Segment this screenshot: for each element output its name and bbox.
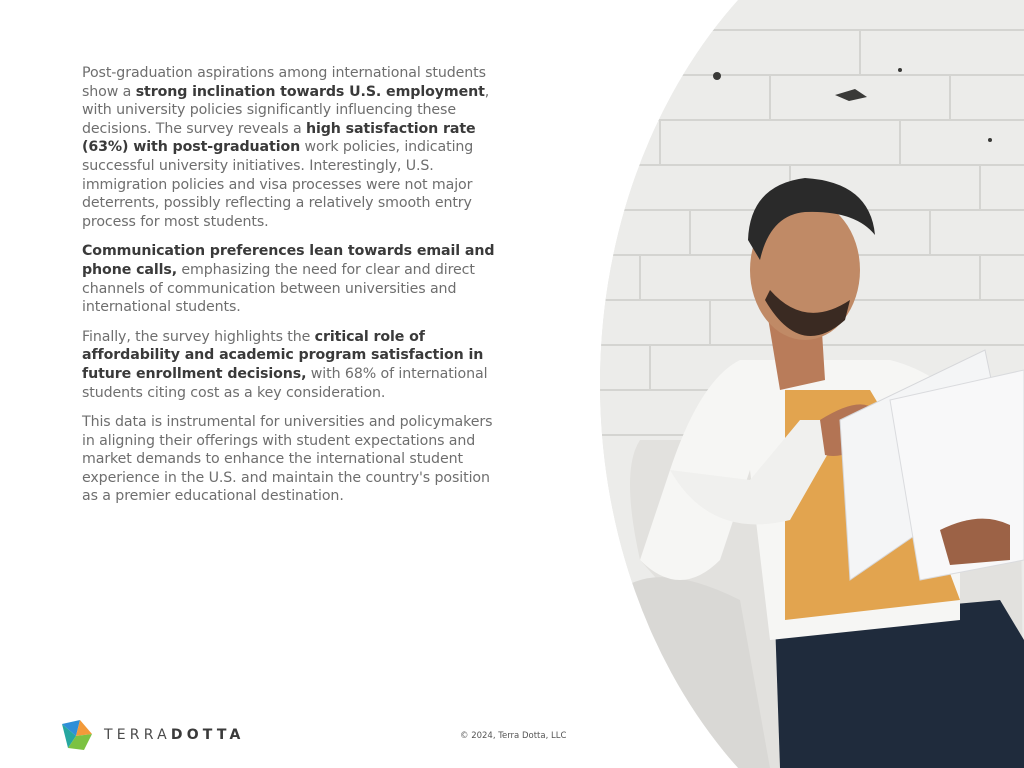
paragraph-3 xyxy=(82,328,502,402)
paragraph-text: Finally, the survey highlights the xyxy=(82,328,315,345)
emphasis-text: critical role of affordability and academic program satisfaction in future enrollment decisions, xyxy=(82,328,484,382)
emphasis-text: strong inclination towards U.S. employment xyxy=(135,83,485,100)
paragraph-1 xyxy=(82,64,502,231)
paragraph-text: This data is instrumental for universities and policymakers in aligning their offerings with student expectations and market demands to enhance the international student experience in the U.S. and maintain the country's position as a premier educational destination. xyxy=(82,414,493,505)
paragraph-2 xyxy=(82,242,502,316)
paragraph-text: Post-graduation aspirations among international students show a xyxy=(82,65,486,100)
emphasis-text: Communication preferences lean towards email and phone calls, xyxy=(82,243,495,278)
paragraph-4 xyxy=(82,413,502,506)
paragraph-text: work policies, indicating successful university initiatives. Interestingly, U.S. immigration policies and visa processes were not major deterrents, possibly reflecting a relatively smooth entry process for most students. xyxy=(82,139,474,230)
logo-wordmark: TERRADOTTA xyxy=(104,727,245,743)
copyright-notice: © 2024, Terra Dotta, LLC xyxy=(460,731,567,741)
paragraph-text: emphasizing the need for clear and direct channels of communication between universities and international students. xyxy=(82,261,475,316)
terra-dotta-logo xyxy=(58,718,245,752)
paragraph-text: with 68% of international students citing cost as a key consideration. xyxy=(82,365,488,401)
body-text xyxy=(82,64,502,517)
student-reading-photo xyxy=(600,0,1024,768)
paragraph-text: , with university policies significantly influencing these decisions. The survey reveals a xyxy=(82,83,490,137)
terra-dotta-logo-mark-icon xyxy=(58,718,94,752)
emphasis-text: high satisfaction rate (63%) with post-graduation xyxy=(82,120,476,156)
